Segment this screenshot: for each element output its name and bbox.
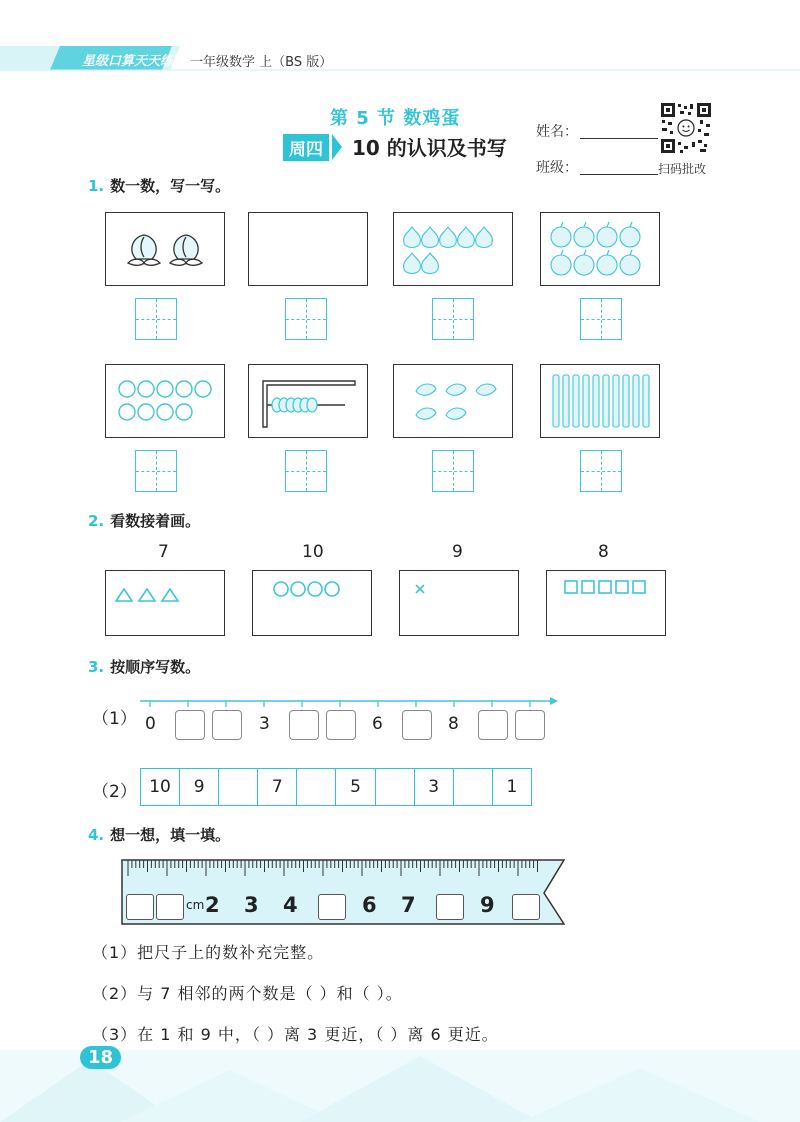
abacus-icon xyxy=(249,365,367,437)
ruler-blank[interactable] xyxy=(512,894,540,920)
ruler-number: 3 xyxy=(244,893,259,917)
ruler-number: 4 xyxy=(283,893,298,917)
square-icons xyxy=(547,571,665,635)
apple-icons xyxy=(541,213,659,285)
lesson-title: 10 的认识及书写 xyxy=(352,136,507,160)
q4-line-3: （3）在 1 和 9 中，（ ）离 3 更近，（ ）离 6 更近。 xyxy=(92,1025,499,1044)
q3-part2-label: （2） xyxy=(92,782,137,802)
number-line-blank[interactable] xyxy=(212,710,242,740)
stick-icons xyxy=(541,365,659,437)
q2-target-number: 7 xyxy=(158,542,169,562)
answer-grid[interactable] xyxy=(580,298,622,340)
sequence-blank[interactable] xyxy=(376,769,415,805)
sequence-blank[interactable] xyxy=(297,769,336,805)
answer-grid[interactable] xyxy=(285,298,327,340)
sequence-cell: 7 xyxy=(258,769,297,805)
q3-part1-label: （1） xyxy=(92,709,137,729)
answer-grid[interactable] xyxy=(285,450,327,492)
q2-title xyxy=(88,510,200,531)
answer-grid[interactable] xyxy=(135,450,177,492)
ruler-blank[interactable] xyxy=(156,894,184,920)
sequence-cell: 3 xyxy=(415,769,454,805)
q1-picture-empty xyxy=(248,212,368,286)
number-line-value: 8 xyxy=(448,714,459,734)
q1-title xyxy=(88,175,230,196)
q2-draw-box-circles[interactable] xyxy=(252,570,372,636)
page-number: 18 xyxy=(80,1046,121,1069)
circle-icons xyxy=(106,365,224,437)
q2-target-number: 10 xyxy=(302,542,324,562)
q1-picture-sticks xyxy=(540,364,660,438)
qr-code-icon[interactable] xyxy=(660,102,712,154)
number-line-blank[interactable] xyxy=(402,710,432,740)
sequence-cell: 5 xyxy=(336,769,375,805)
q1-picture-apples xyxy=(540,212,660,286)
q4-number: 4. xyxy=(88,826,105,844)
answer-grid[interactable] xyxy=(432,298,474,340)
ruler-blank[interactable] xyxy=(126,894,154,920)
ruler-blank[interactable] xyxy=(318,894,346,920)
q4-line-1: （1）把尺子上的数补充完整。 xyxy=(92,943,325,962)
sequence-blank[interactable] xyxy=(219,769,258,805)
leaf-icons xyxy=(394,365,512,437)
number-line-value: 6 xyxy=(372,714,383,734)
sequence-cell: 10 xyxy=(141,769,180,805)
sequence-cell: 1 xyxy=(506,777,518,797)
number-line-blank[interactable] xyxy=(515,710,545,740)
number-line-value: 0 xyxy=(145,714,156,734)
answer-grid[interactable] xyxy=(432,450,474,492)
q1-picture-circles xyxy=(105,364,225,438)
number-line xyxy=(140,694,560,708)
subject-title: 一年级数学 上（BS 版） xyxy=(190,55,333,70)
peach-icons xyxy=(106,213,224,285)
day-badge-arrow xyxy=(332,134,342,160)
ruler-number: 9 xyxy=(480,893,495,917)
triangle-icons xyxy=(106,571,224,635)
q2-draw-box-triangles[interactable] xyxy=(105,570,225,636)
sequence-blank[interactable] xyxy=(454,769,493,805)
name-field[interactable] xyxy=(580,122,658,139)
q1-picture-pears xyxy=(393,212,513,286)
q2-target-number: 8 xyxy=(598,542,609,562)
ruler-number: 7 xyxy=(401,893,416,917)
sequence-grid xyxy=(140,768,532,806)
cross-icon xyxy=(400,571,518,635)
q2-draw-box-squares[interactable] xyxy=(546,570,666,636)
day-badge: 周四 xyxy=(283,134,329,161)
section-title: 第 5 节 数鸡蛋 xyxy=(330,108,461,129)
class-field[interactable] xyxy=(580,158,658,175)
sequence-cell: 9 xyxy=(180,769,219,805)
ruler-number: 6 xyxy=(362,893,377,917)
number-line-blank[interactable] xyxy=(175,710,205,740)
ruler-number: 2 xyxy=(205,893,220,917)
circle-icons xyxy=(253,571,371,635)
pear-icons xyxy=(394,213,512,285)
ruler-unit: cm xyxy=(186,898,205,912)
number-line-blank[interactable] xyxy=(289,710,319,740)
q2-text: 看数接着画。 xyxy=(110,512,201,530)
answer-grid[interactable] xyxy=(580,450,622,492)
q4-title xyxy=(88,824,230,845)
number-line-blank[interactable] xyxy=(478,710,508,740)
q1-text: 数一数，写一写。 xyxy=(110,177,231,195)
q2-draw-box-crosses[interactable] xyxy=(399,570,519,636)
number-line-value: 3 xyxy=(259,714,270,734)
brand-title: 星级口算天天练 xyxy=(82,54,174,69)
q1-number: 1. xyxy=(88,177,105,195)
q1-picture-abacus xyxy=(248,364,368,438)
q3-number: 3. xyxy=(88,658,105,676)
class-label: 班级： xyxy=(536,160,578,176)
q4-line-2: （2）与 7 相邻的两个数是（ ）和（ ）。 xyxy=(92,984,403,1003)
q1-picture-leaves xyxy=(393,364,513,438)
q1-picture-peaches xyxy=(105,212,225,286)
answer-grid[interactable] xyxy=(135,298,177,340)
number-line-blank[interactable] xyxy=(326,710,356,740)
q2-target-number: 9 xyxy=(452,542,463,562)
q4-text: 想一想，填一填。 xyxy=(110,826,231,844)
ruler-blank[interactable] xyxy=(436,894,464,920)
q2-number: 2. xyxy=(88,512,105,530)
scan-label: 扫码批改 xyxy=(658,162,707,176)
q3-title xyxy=(88,656,200,677)
q3-text: 按顺序写数。 xyxy=(110,658,201,676)
name-label: 姓名： xyxy=(536,124,578,140)
